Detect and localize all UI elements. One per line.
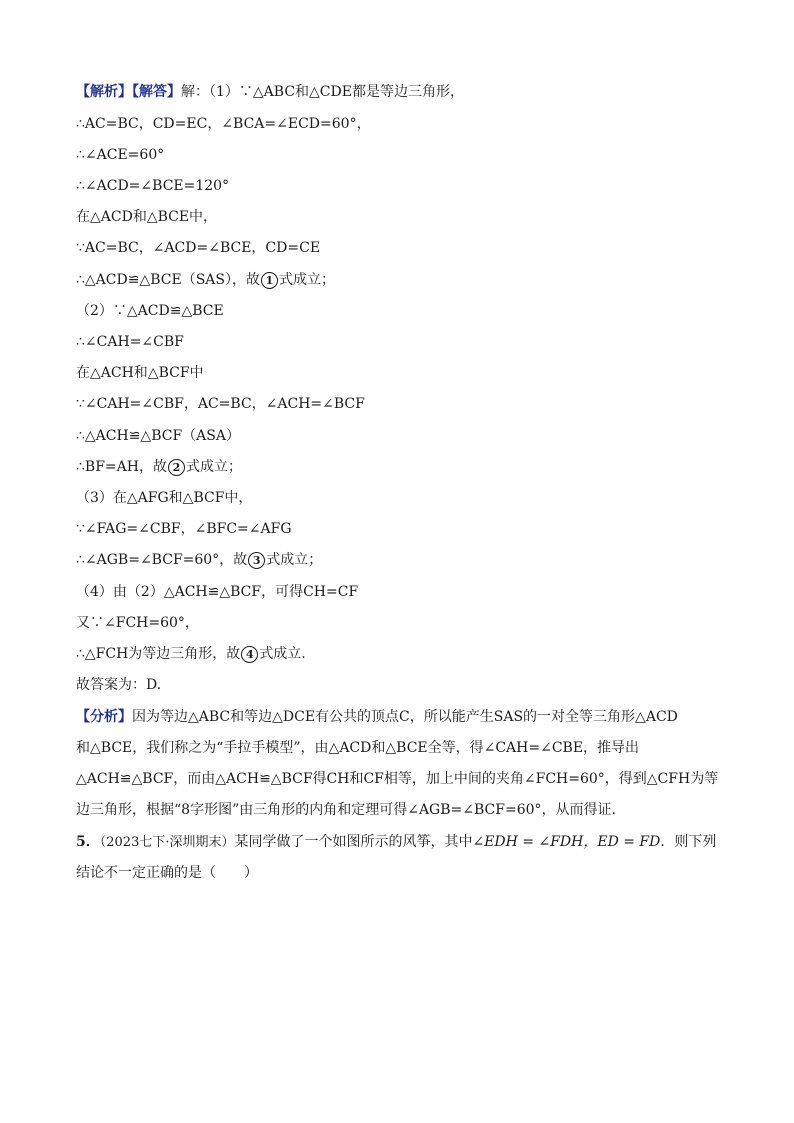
solution-line-7 [76, 270, 726, 290]
solution-line-12: ∴△ACH≌△BCF（ASA） [76, 428, 240, 444]
answer-line: 故答案为：D. [76, 677, 162, 693]
circled-number-3: 3 [248, 552, 265, 569]
analysis-line-4: 边三角形，根据“8字形图”由三角形的内角和定理可得∠AGB=∠BCF=60°，从而得证. [76, 802, 616, 818]
solution-line-5: 在△ACD和△BCE中， [76, 209, 218, 225]
text-part: 式成立； [185, 459, 242, 475]
question-stem: 某同学做了一个如图所示的风筝，其中 [234, 834, 473, 850]
solution-text: 解：（1）∵△ABC和△CDE都是等边三角形， [181, 84, 464, 100]
text-part: ∴∠AGB=∠BCF=60°，故 [76, 552, 248, 568]
solution-line-2: ∴AC=BC，CD=EC，∠BCA=∠ECD=60°， [76, 116, 371, 132]
solution-line-1 [76, 82, 726, 102]
solution-line-3: ∴∠ACE=60° [76, 147, 165, 163]
analysis-line-1 [76, 707, 726, 727]
circled-number-4: 4 [241, 646, 258, 663]
circled-number-2: 2 [168, 459, 185, 476]
analysis-tag: 【解析】 [76, 84, 132, 100]
question-math: ∠EDH = ∠FDH，ED = FD [472, 834, 661, 850]
solution-line-19 [76, 644, 726, 664]
solution-line-8: （2）∵△ACD≌△BCE [76, 303, 224, 319]
text-part: 式成立； [279, 272, 335, 288]
solution-line-6: ∵AC=BC，∠ACD=∠BCE，CD=CE [76, 240, 321, 256]
circled-number-1: 1 [261, 272, 278, 289]
question-5-line-1 [76, 832, 726, 853]
text-part: 式成立. [259, 646, 306, 662]
solution-line-4: ∴∠ACD=∠BCE=120° [76, 178, 230, 194]
analysis-line-3: △ACH≌△BCF，而由△ACH≌△BCF得CH和CF相等，加上中间的夹角∠FCH=60°，得到△CFH为等 [76, 771, 719, 787]
text-part: ∴△FCH为等边三角形，故 [76, 646, 241, 662]
question-source: （2023七下·深圳期末） [99, 835, 235, 850]
question-number: 5． [76, 834, 100, 850]
answer-tag: 【解答】 [132, 84, 181, 100]
solution-line-13 [76, 457, 726, 477]
text-part: ∴BF=AH，故 [76, 459, 167, 475]
solution-line-15: ∵∠FAG=∠CBF，∠BFC=∠AFG [76, 521, 292, 537]
solution-line-16 [76, 550, 726, 570]
solution-line-14: （3）在△AFG和△BCF中， [76, 490, 253, 506]
solution-line-17: （4）由（2）△ACH≌△BCF，可得CH=CF [76, 584, 359, 600]
solution-line-11: ∵∠CAH=∠CBF，AC=BC，∠ACH=∠BCF [76, 396, 365, 412]
solution-line-18: 又∵∠FCH=60°， [76, 615, 199, 631]
question-stem-end: ．则下列 [660, 834, 717, 850]
analysis-label: 【分析】 [76, 709, 132, 725]
analysis-line-2: 和△BCE，我们称之为“手拉手模型”，由△ACD和△BCE全等，得∠CAH=∠CBE，推导出 [76, 740, 640, 756]
text-part: 式成立； [266, 552, 323, 568]
solution-line-9: ∴∠CAH=∠CBF [76, 334, 184, 350]
question-5-line-2: 结论不一定正确的是（ ） [76, 865, 258, 881]
analysis-text: 因为等边△ABC和等边△DCE有公共的顶点C，所以能产生SAS的一对全等三角形△ACD [132, 709, 678, 725]
solution-line-10: 在△ACH和△BCF中 [76, 365, 204, 381]
text-part: ∴△ACD≌△BCE（SAS），故 [76, 272, 260, 288]
